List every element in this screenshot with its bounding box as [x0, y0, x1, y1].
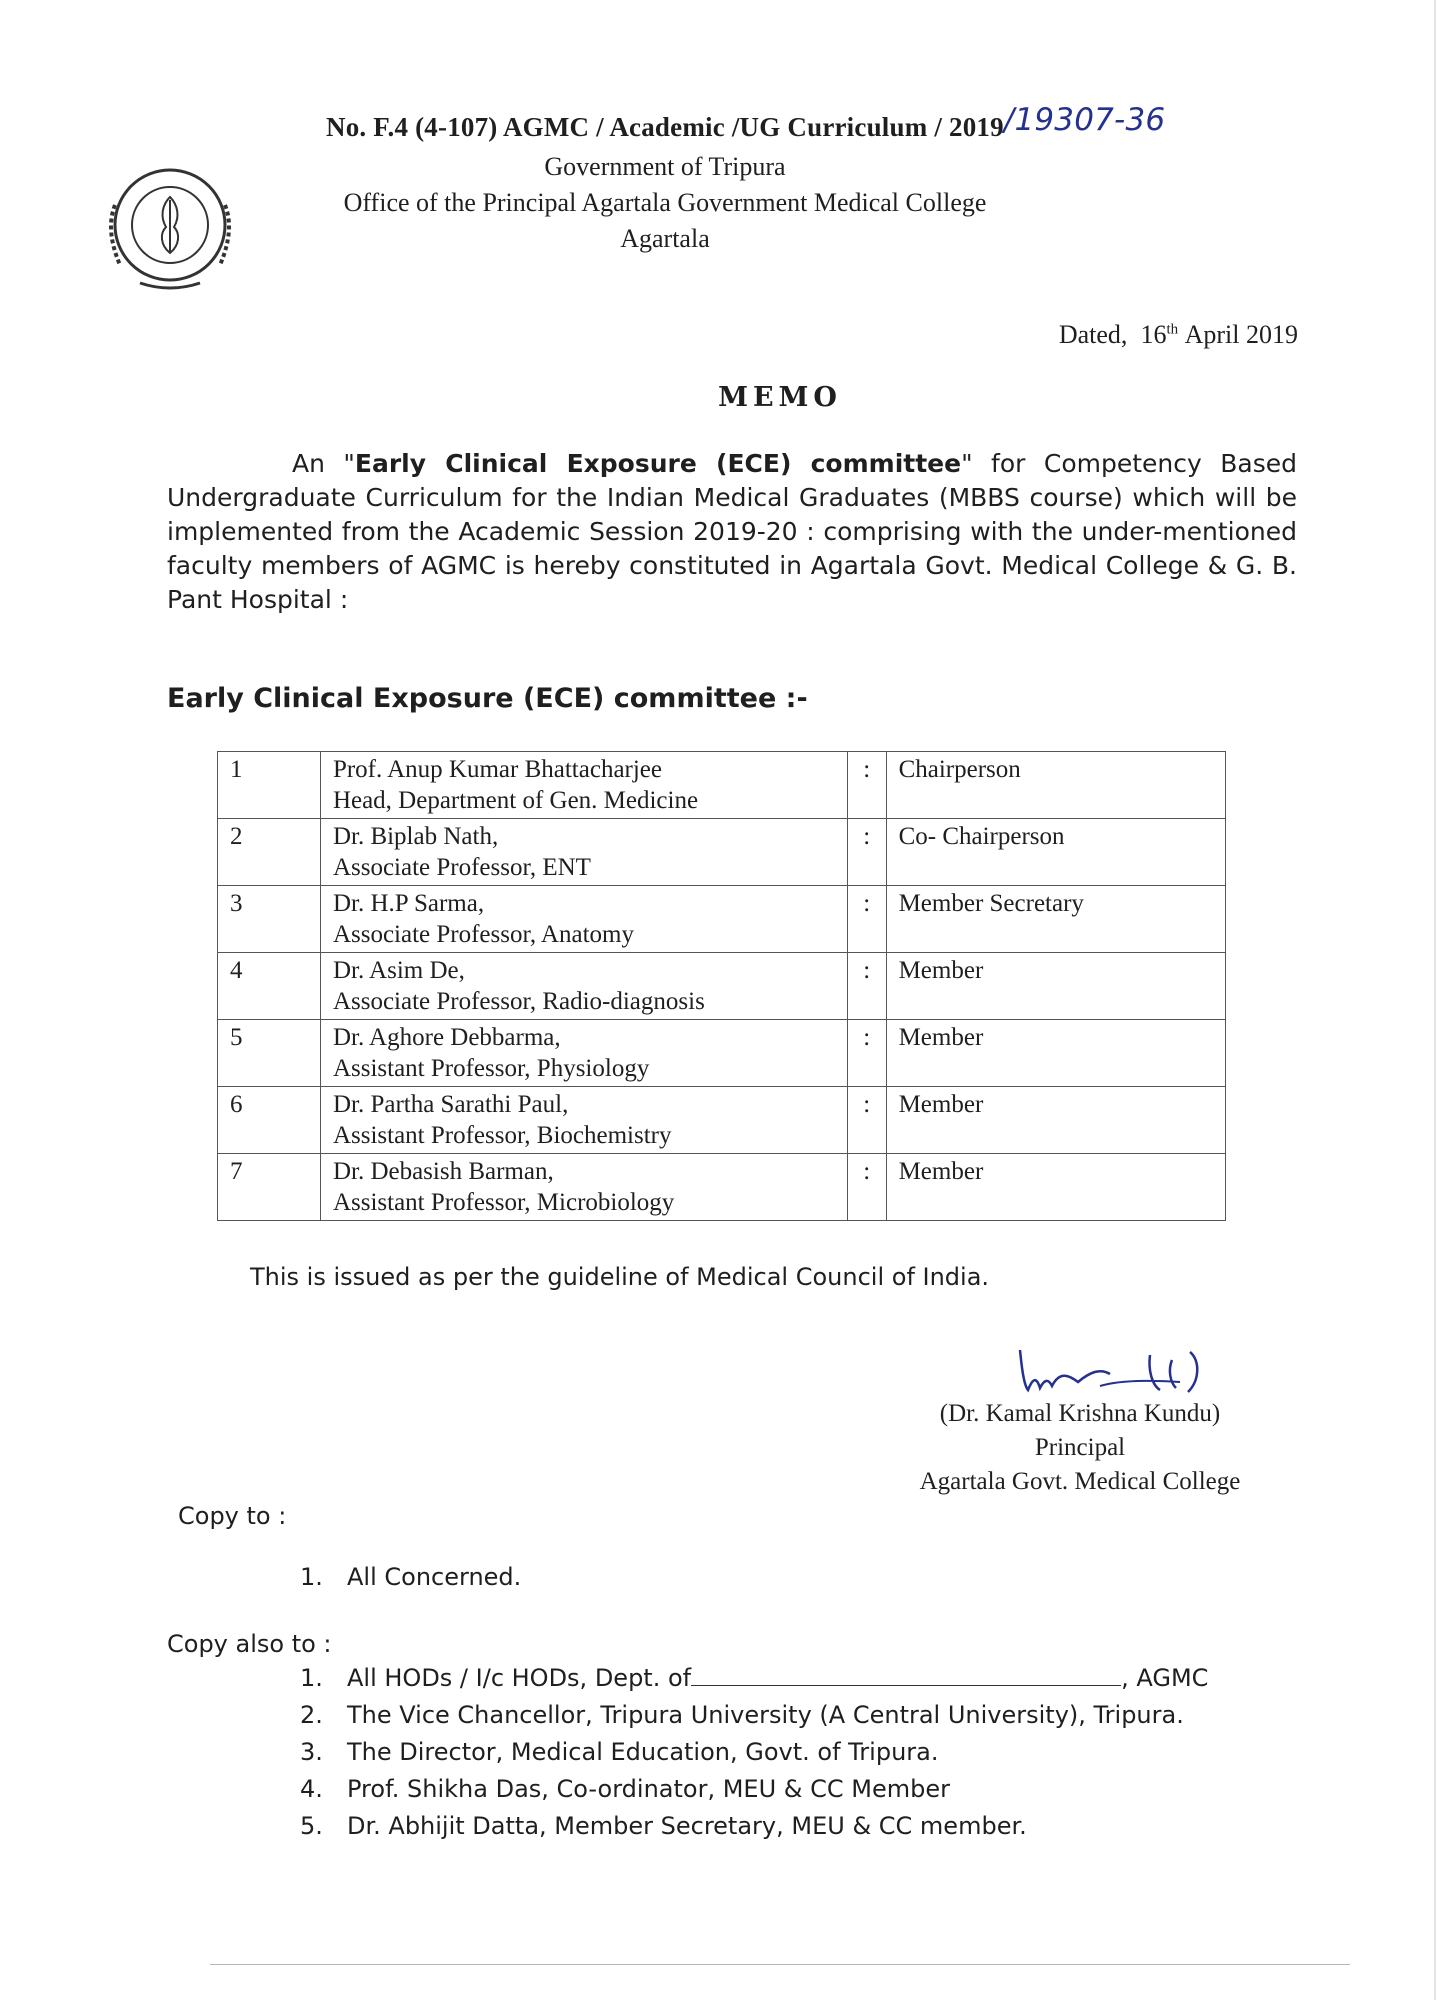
member-role: Co- Chairperson [886, 819, 1225, 886]
member-separator: : [847, 886, 886, 953]
list-item-number: 5. [300, 1812, 323, 1840]
member-name: Dr. Biplab Nath, [332, 823, 499, 850]
member-designation: Associate Professor, ENT [332, 854, 591, 881]
committee-members-table [217, 751, 1226, 1221]
intro-lead: An " [292, 449, 355, 478]
member-number: 4 [218, 953, 321, 1020]
member-designation: Assistant Professor, Physiology [332, 1055, 650, 1082]
member-number: 6 [218, 1087, 321, 1154]
table-row [218, 752, 1226, 819]
member-name-cell [320, 953, 847, 1020]
member-separator: : [847, 752, 886, 819]
member-number: 3 [218, 886, 321, 953]
member-number: 1 [218, 752, 321, 819]
table-row [218, 1020, 1226, 1087]
member-name: Prof. Anup Kumar Bhattacharjee [332, 756, 663, 783]
member-role: Member [886, 1154, 1225, 1221]
committee-heading: Early Clinical Exposure (ECE) committee :- [167, 683, 808, 714]
city-line: Agartala [620, 224, 710, 253]
table-row [218, 953, 1226, 1020]
member-name-cell [320, 752, 847, 819]
list-item-text: The Vice Chancellor, Tripura University (A Central University), Tripura. [347, 1701, 1184, 1729]
memo-date [1059, 320, 1298, 350]
file-number [326, 102, 1166, 144]
list-item [300, 1734, 1208, 1771]
list-item-text: Dr. Abhijit Datta, Member Secretary, MEU & CC member. [347, 1812, 1027, 1840]
issued-note: This is issued as per the guideline of Medical Council of India. [250, 1263, 990, 1291]
member-name: Dr. Aghore Debbarma, [332, 1024, 561, 1051]
intro-committee-name: Early Clinical Exposure (ECE) committee [354, 449, 962, 478]
member-separator: : [847, 1154, 886, 1221]
date-month-year: April 2019 [1184, 320, 1298, 349]
intro-text: " for Competency Based Undergraduate Curriculum for the Indian Medical Graduates (MBBS course) which will be implemented from the Academic Session 2019-20 : comprising with the under-mentioned faculty members of AGMC is hereby constituted in Agartala Govt. Medical College & G. B. Pant Hospital : [167, 449, 1297, 614]
member-separator: : [847, 819, 886, 886]
government-line: Government of Tripura [544, 152, 786, 181]
member-name: Dr. H.P Sarma, [332, 890, 485, 917]
member-name: Dr. Asim De, [332, 957, 465, 984]
table-row [218, 819, 1226, 886]
list-item-text: The Director, Medical Education, Govt. of Tripura. [347, 1738, 939, 1766]
file-number-text: No. F.4 (4-107) AGMC / Academic /UG Curriculum / 2019 [326, 112, 1004, 142]
member-name: Dr. Partha Sarathi Paul, [332, 1091, 569, 1118]
member-name-cell [320, 1087, 847, 1154]
member-role: Member Secretary [886, 886, 1225, 953]
member-role: Member [886, 1087, 1225, 1154]
office-line: Office of the Principal Agartala Government Medical College [343, 188, 987, 217]
list-item-number: 2. [300, 1701, 323, 1729]
intro-paragraph [167, 447, 1297, 617]
date-prefix: Dated, [1058, 320, 1128, 349]
list-item-number: 1. [300, 1664, 323, 1692]
list-item-text: All HODs / I/c HODs, Dept. of [347, 1664, 692, 1692]
member-name-cell [320, 1154, 847, 1221]
copy-to-item-number: 1. [300, 1563, 323, 1591]
list-item-number: 3. [300, 1738, 323, 1766]
copy-to-label: Copy to : [178, 1502, 287, 1530]
copy-to-item [300, 1563, 521, 1591]
member-name-cell [320, 886, 847, 953]
copy-to-item-text: All Concerned. [347, 1563, 522, 1591]
list-item-text: Prof. Shikha Das, Co-ordinator, MEU & CC Member [347, 1775, 950, 1803]
member-designation: Assistant Professor, Biochemistry [332, 1122, 672, 1149]
member-name: Dr. Debasish Barman, [332, 1158, 554, 1185]
member-designation: Assistant Professor, Microbiology [332, 1189, 675, 1216]
table-row [218, 1154, 1226, 1221]
list-item [300, 1697, 1208, 1734]
member-name-cell [320, 1020, 847, 1087]
member-role: Chairperson [886, 752, 1225, 819]
member-designation: Head, Department of Gen. Medicine [332, 787, 699, 814]
signatory-name: (Dr. Kamal Krishna Kundu) [939, 1400, 1221, 1427]
member-number: 2 [218, 819, 321, 886]
member-name-cell [320, 819, 847, 886]
member-separator: : [847, 1087, 886, 1154]
table-row [218, 1087, 1226, 1154]
page-edge-shadow [1434, 0, 1436, 2000]
member-separator: : [847, 953, 886, 1020]
page-bottom-rule [210, 1964, 1350, 1965]
member-designation: Associate Professor, Radio-diagnosis [332, 988, 705, 1015]
date-day: 16 [1140, 320, 1167, 349]
college-emblem-icon [100, 155, 240, 295]
list-item [300, 1771, 1208, 1808]
handwritten-dispatch-number: /19307-36 [1003, 102, 1166, 138]
list-item [300, 1808, 1208, 1845]
list-item-suffix: , AGMC [1121, 1664, 1209, 1692]
signatory-title: Principal [1034, 1434, 1126, 1461]
table-row [218, 886, 1226, 953]
copy-also-to-list [300, 1660, 1208, 1845]
member-number: 7 [218, 1154, 321, 1221]
dept-blank-line [691, 1663, 1121, 1686]
list-item-number: 4. [300, 1775, 323, 1803]
member-designation: Associate Professor, Anatomy [332, 921, 634, 948]
member-role: Member [886, 953, 1225, 1020]
date-suffix: th [1166, 321, 1179, 338]
signatory-org: Agartala Govt. Medical College [919, 1468, 1241, 1495]
member-number: 5 [218, 1020, 321, 1087]
copy-also-to-label: Copy also to : [167, 1630, 332, 1658]
member-role: Member [886, 1020, 1225, 1087]
signature-block [870, 1397, 1290, 1499]
member-separator: : [847, 1020, 886, 1087]
memo-title: MEMO [718, 382, 842, 413]
list-item [300, 1660, 1208, 1697]
